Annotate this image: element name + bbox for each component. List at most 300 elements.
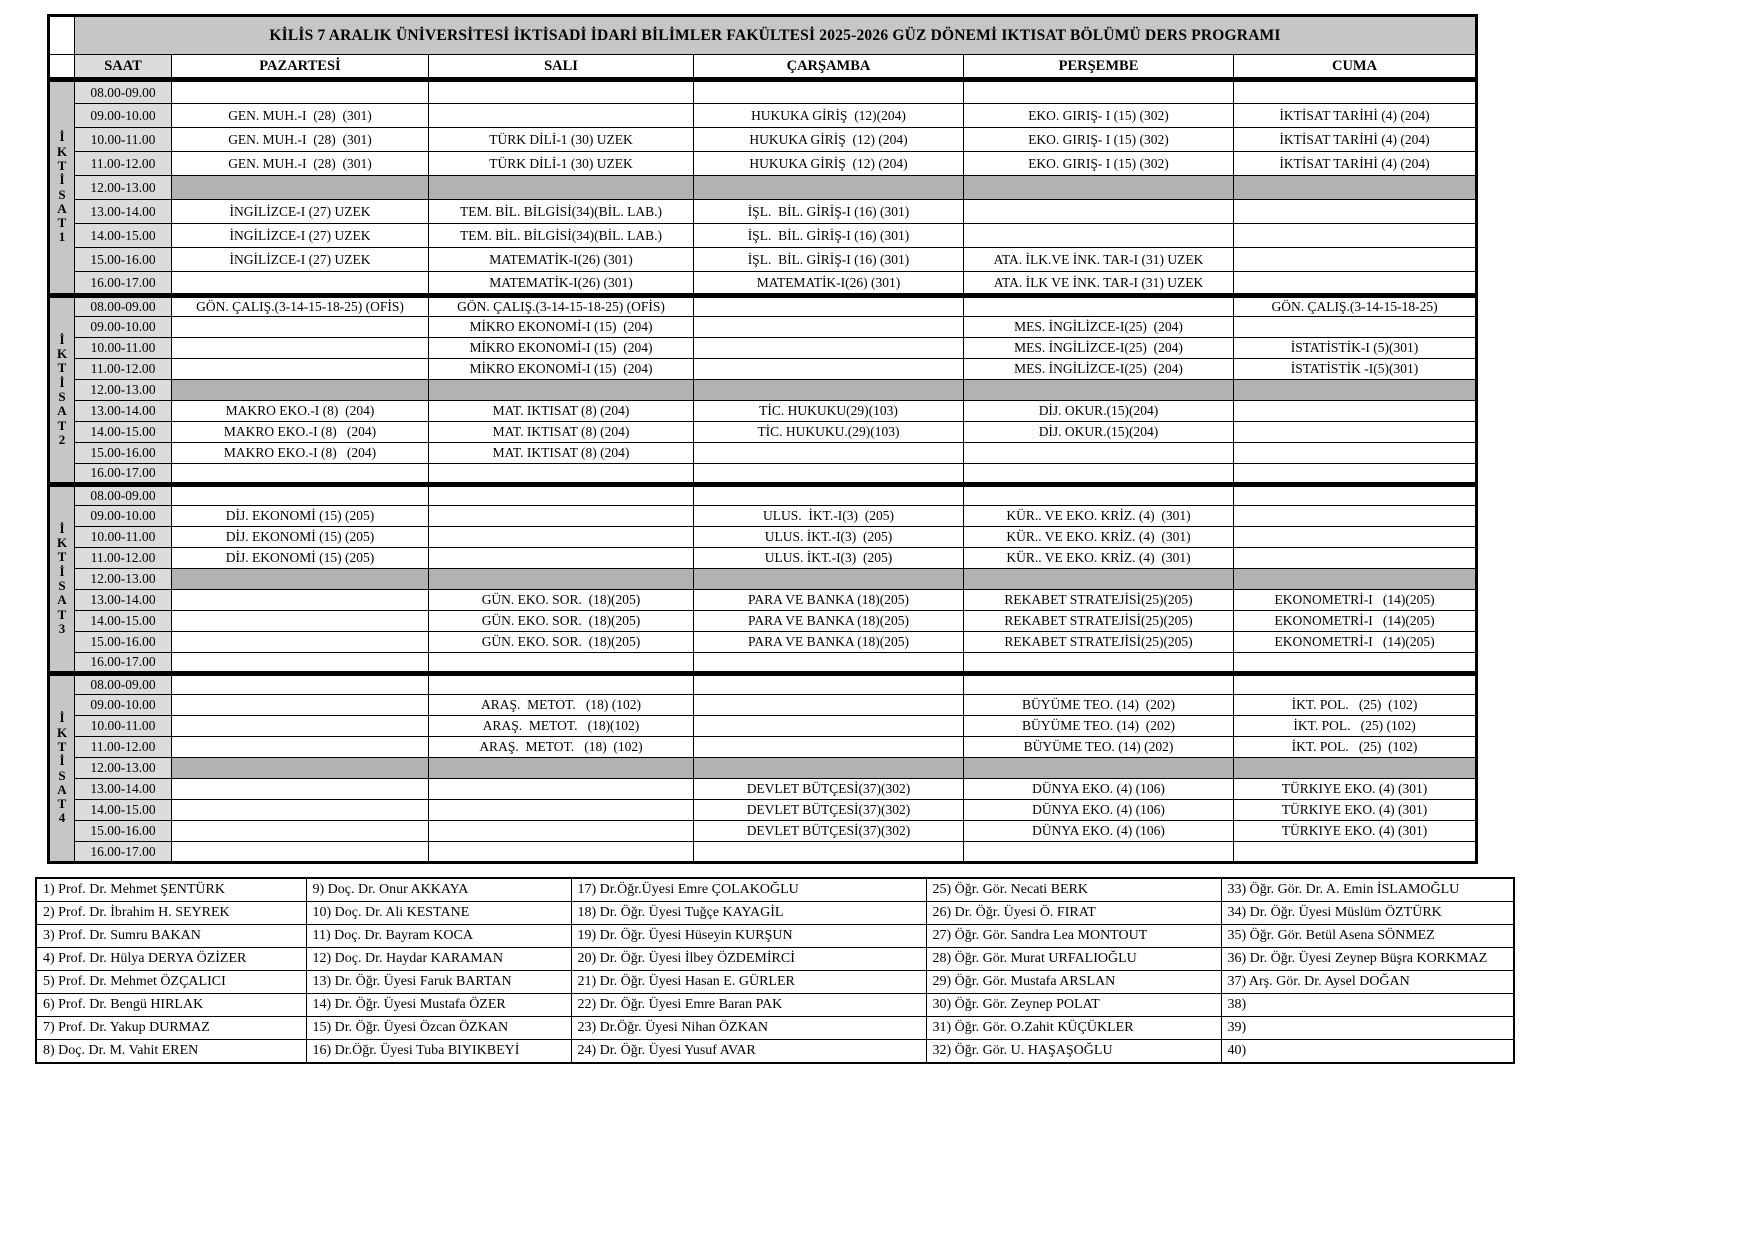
time-cell: 10.00-11.00: [75, 338, 172, 359]
course-cell: [694, 653, 964, 674]
time-cell: 12.00-13.00: [75, 569, 172, 590]
course-cell: ATA. İLK.VE İNK. TAR-I (31) UZEK: [964, 248, 1234, 272]
time-cell: 16.00-17.00: [75, 272, 172, 296]
section-label-char: İ: [59, 129, 65, 145]
schedule-row: [49, 779, 1477, 800]
course-cell: [172, 758, 429, 779]
course-cell: MİKRO EKONOMİ-I (15) (204): [429, 359, 694, 380]
course-cell: [172, 317, 429, 338]
time-cell: 14.00-15.00: [75, 611, 172, 632]
course-cell: [172, 779, 429, 800]
course-cell: DEVLET BÜTÇESİ(37)(302): [694, 821, 964, 842]
course-cell: [1234, 272, 1477, 296]
section-label-char: T: [57, 738, 67, 754]
course-cell: [1234, 506, 1477, 527]
course-cell: [1234, 401, 1477, 422]
legend-cell: 28) Öğr. Gör. Murat URFALIOĞLU: [926, 948, 1221, 971]
course-cell: [172, 176, 429, 200]
course-cell: [694, 380, 964, 401]
schedule-row: [49, 224, 1477, 248]
course-cell: GÜN. EKO. SOR. (18)(205): [429, 611, 694, 632]
course-cell: [172, 737, 429, 758]
course-cell: [964, 296, 1234, 317]
time-cell: 16.00-17.00: [75, 464, 172, 485]
course-cell: [172, 272, 429, 296]
course-cell: [429, 548, 694, 569]
course-cell: DÜNYA EKO. (4) (106): [964, 800, 1234, 821]
time-cell: 16.00-17.00: [75, 842, 172, 863]
course-cell: İKT. POL. (25) (102): [1234, 695, 1477, 716]
course-cell: PARA VE BANKA (18)(205): [694, 611, 964, 632]
time-cell: 14.00-15.00: [75, 422, 172, 443]
course-cell: [964, 758, 1234, 779]
course-cell: [172, 800, 429, 821]
course-cell: MAKRO EKO.-I (8) (204): [172, 422, 429, 443]
course-cell: BÜYÜME TEO. (14) (202): [964, 737, 1234, 758]
course-cell: [1234, 548, 1477, 569]
course-cell: DEVLET BÜTÇESİ(37)(302): [694, 779, 964, 800]
course-cell: [429, 506, 694, 527]
course-cell: [964, 80, 1234, 104]
course-cell: [172, 821, 429, 842]
schedule-row: [49, 674, 1477, 695]
time-cell: 11.00-12.00: [75, 737, 172, 758]
header-corner-cell: [49, 55, 75, 80]
course-cell: [429, 569, 694, 590]
section-label-char: İ: [59, 172, 65, 188]
course-cell: MAT. IKTISAT (8) (204): [429, 443, 694, 464]
course-cell: [694, 359, 964, 380]
course-cell: [429, 464, 694, 485]
legend-cell: 25) Öğr. Gör. Necati BERK: [926, 878, 1221, 902]
course-cell: [429, 674, 694, 695]
day-column-header: CUMA: [1234, 55, 1477, 80]
day-column-header: PERŞEMBE: [964, 55, 1234, 80]
course-cell: [172, 590, 429, 611]
course-cell: [1234, 248, 1477, 272]
legend-cell: 31) Öğr. Gör. O.Zahit KÜÇÜKLER: [926, 1017, 1221, 1040]
course-cell: [694, 737, 964, 758]
time-cell: 08.00-09.00: [75, 674, 172, 695]
section-label-char: İ: [59, 753, 65, 769]
course-cell: EKO. GIRIŞ- I (15) (302): [964, 128, 1234, 152]
course-cell: [172, 695, 429, 716]
time-cell: 15.00-16.00: [75, 248, 172, 272]
section-label-char: T: [57, 549, 67, 565]
time-cell: 13.00-14.00: [75, 200, 172, 224]
course-cell: [172, 569, 429, 590]
course-cell: İNGİLİZCE-I (27) UZEK: [172, 200, 429, 224]
section-label-3: [49, 485, 75, 674]
section-label-char: A: [57, 403, 67, 419]
schedule-row: [49, 128, 1477, 152]
course-cell: [964, 224, 1234, 248]
legend-cell: 40): [1221, 1040, 1514, 1064]
day-header-row: [49, 55, 1477, 80]
time-cell: 09.00-10.00: [75, 695, 172, 716]
course-cell: EKONOMETRİ-I (14)(205): [1234, 611, 1477, 632]
time-cell: 14.00-15.00: [75, 800, 172, 821]
course-cell: REKABET STRATEJİSİ(25)(205): [964, 611, 1234, 632]
legend-cell: 7) Prof. Dr. Yakup DURMAZ: [36, 1017, 306, 1040]
course-cell: [1234, 443, 1477, 464]
course-cell: [694, 674, 964, 695]
legend-cell: 22) Dr. Öğr. Üyesi Emre Baran PAK: [571, 994, 926, 1017]
page-title: KİLİS 7 ARALIK ÜNİVERSİTESİ İKTİSADİ İDARİ BİLİMLER FAKÜLTESİ 2025-2026 GÜZ DÖNEMİ IKTISAT BÖLÜMÜ DERS PROGRAMI: [75, 16, 1477, 55]
schedule-row: [49, 737, 1477, 758]
course-cell: [1234, 317, 1477, 338]
course-cell: [694, 80, 964, 104]
legend-cell: 23) Dr.Öğr. Üyesi Nihan ÖZKAN: [571, 1017, 926, 1040]
course-cell: GÖN. ÇALIŞ.(3-14-15-18-25): [1234, 296, 1477, 317]
schedule-row: [49, 821, 1477, 842]
legend-cell: 8) Doç. Dr. M. Vahit EREN: [36, 1040, 306, 1064]
day-column-header: PAZARTESİ: [172, 55, 429, 80]
schedule-row: [49, 443, 1477, 464]
legend-cell: 39): [1221, 1017, 1514, 1040]
course-cell: MES. İNGİLİZCE-I(25) (204): [964, 317, 1234, 338]
legend-table: [35, 877, 1515, 1064]
section-label-char: S: [58, 578, 66, 593]
schedule-row: [49, 800, 1477, 821]
course-cell: EKONOMETRİ-I (14)(205): [1234, 632, 1477, 653]
time-cell: 10.00-11.00: [75, 128, 172, 152]
course-cell: [1234, 422, 1477, 443]
course-cell: [172, 653, 429, 674]
time-cell: 12.00-13.00: [75, 176, 172, 200]
section-label-char: İ: [59, 331, 65, 347]
course-cell: DİJ. EKONOMİ (15) (205): [172, 527, 429, 548]
legend-cell: 9) Doç. Dr. Onur AKKAYA: [306, 878, 571, 902]
course-cell: [172, 632, 429, 653]
course-cell: [172, 716, 429, 737]
legend-row: [36, 994, 1514, 1017]
course-cell: [172, 380, 429, 401]
course-cell: EKONOMETRİ-I (14)(205): [1234, 590, 1477, 611]
day-column-header: ÇARŞAMBA: [694, 55, 964, 80]
time-cell: 15.00-16.00: [75, 821, 172, 842]
course-cell: [964, 653, 1234, 674]
course-cell: BÜYÜME TEO. (14) (202): [964, 695, 1234, 716]
course-cell: EKO. GIRIŞ- I (15) (302): [964, 104, 1234, 128]
course-cell: İKTİSAT TARİHİ (4) (204): [1234, 152, 1477, 176]
section-label-char: K: [56, 143, 68, 159]
course-cell: ARAŞ. METOT. (18)(102): [429, 716, 694, 737]
time-cell: 15.00-16.00: [75, 632, 172, 653]
course-cell: İSTATİSTİK-I (5)(301): [1234, 338, 1477, 359]
schedule-row: [49, 611, 1477, 632]
course-cell: PARA VE BANKA (18)(205): [694, 632, 964, 653]
course-cell: İKTİSAT TARİHİ (4) (204): [1234, 104, 1477, 128]
saat-column-header: SAAT: [75, 55, 172, 80]
legend-cell: 4) Prof. Dr. Hülya DERYA ÖZİZER: [36, 948, 306, 971]
course-cell: EKO. GIRIŞ- I (15) (302): [964, 152, 1234, 176]
schedule-row: [49, 272, 1477, 296]
time-cell: 13.00-14.00: [75, 401, 172, 422]
legend-cell: 12) Doç. Dr. Haydar KARAMAN: [306, 948, 571, 971]
time-cell: 11.00-12.00: [75, 152, 172, 176]
schedule-table: [47, 14, 1478, 864]
schedule-row: [49, 653, 1477, 674]
course-cell: TİC. HUKUKU(29)(103): [694, 401, 964, 422]
course-cell: GEN. MUH.-I (28) (301): [172, 128, 429, 152]
course-cell: [429, 527, 694, 548]
schedule-row: [49, 200, 1477, 224]
course-cell: KÜR.. VE EKO. KRİZ. (4) (301): [964, 506, 1234, 527]
course-cell: MATEMATİK-I(26) (301): [429, 272, 694, 296]
legend-cell: 21) Dr. Öğr. Üyesi Hasan E. GÜRLER: [571, 971, 926, 994]
legend-cell: 10) Doç. Dr. Ali KESTANE: [306, 902, 571, 925]
legend-cell: 11) Doç. Dr. Bayram KOCA: [306, 925, 571, 948]
course-cell: [964, 842, 1234, 863]
course-cell: [694, 317, 964, 338]
section-label-char: T: [57, 606, 67, 622]
course-cell: MAT. IKTISAT (8) (204): [429, 422, 694, 443]
course-cell: [429, 821, 694, 842]
course-cell: [694, 485, 964, 506]
legend-row: [36, 1017, 1514, 1040]
schedule-row: [49, 548, 1477, 569]
time-cell: 08.00-09.00: [75, 80, 172, 104]
course-cell: [694, 296, 964, 317]
course-cell: [429, 485, 694, 506]
schedule-row: [49, 464, 1477, 485]
course-cell: HUKUKA GİRİŞ (12) (204): [694, 128, 964, 152]
section-label-char: K: [56, 724, 68, 740]
time-cell: 09.00-10.00: [75, 506, 172, 527]
time-cell: 15.00-16.00: [75, 443, 172, 464]
course-cell: [172, 842, 429, 863]
section-label-char: 2: [58, 431, 66, 447]
time-cell: 10.00-11.00: [75, 716, 172, 737]
legend-cell: 15) Dr. Öğr. Üyesi Özcan ÖZKAN: [306, 1017, 571, 1040]
course-cell: DİJ. OKUR.(15)(204): [964, 401, 1234, 422]
course-cell: KÜR.. VE EKO. KRİZ. (4) (301): [964, 548, 1234, 569]
course-cell: [429, 380, 694, 401]
course-cell: TÜRKIYE EKO. (4) (301): [1234, 779, 1477, 800]
course-cell: [429, 842, 694, 863]
course-cell: DİJ. EKONOMİ (15) (205): [172, 506, 429, 527]
course-cell: [964, 176, 1234, 200]
section-label-char: 1: [58, 229, 66, 245]
schedule-row: [49, 338, 1477, 359]
schedule-row: [49, 80, 1477, 104]
section-label-2: [49, 296, 75, 485]
time-cell: 16.00-17.00: [75, 653, 172, 674]
course-cell: TEM. BİL. BİLGİSİ(34)(BİL. LAB.): [429, 224, 694, 248]
course-cell: [694, 758, 964, 779]
course-cell: MAT. IKTISAT (8) (204): [429, 401, 694, 422]
course-cell: [1234, 674, 1477, 695]
course-cell: KÜR.. VE EKO. KRİZ. (4) (301): [964, 527, 1234, 548]
schedule-row: [49, 422, 1477, 443]
page: [0, 14, 1755, 1254]
schedule-row: [49, 248, 1477, 272]
legend-cell: 16) Dr.Öğr. Üyesi Tuba BIYIKBEYİ: [306, 1040, 571, 1064]
course-cell: İŞL. BİL. GİRİŞ-I (16) (301): [694, 200, 964, 224]
legend-row: [36, 902, 1514, 925]
course-cell: DİJ. OKUR.(15)(204): [964, 422, 1234, 443]
section-label-char: A: [57, 592, 67, 608]
course-cell: [172, 80, 429, 104]
course-cell: [172, 674, 429, 695]
course-cell: [1234, 758, 1477, 779]
course-cell: TEM. BİL. BİLGİSİ(34)(BİL. LAB.): [429, 200, 694, 224]
legend-cell: 3) Prof. Dr. Sumru BAKAN: [36, 925, 306, 948]
course-cell: [1234, 569, 1477, 590]
schedule-row: [49, 380, 1477, 401]
schedule-row: [49, 527, 1477, 548]
course-cell: [1234, 464, 1477, 485]
course-cell: [694, 176, 964, 200]
course-cell: [429, 104, 694, 128]
course-cell: [1234, 380, 1477, 401]
schedule-row: [49, 152, 1477, 176]
legend-cell: 35) Öğr. Gör. Betül Asena SÖNMEZ: [1221, 925, 1514, 948]
course-cell: İNGİLİZCE-I (27) UZEK: [172, 224, 429, 248]
legend-cell: 17) Dr.Öğr.Üyesi Emre ÇOLAKOĞLU: [571, 878, 926, 902]
legend-cell: 14) Dr. Öğr. Üyesi Mustafa ÖZER: [306, 994, 571, 1017]
schedule-row: [49, 296, 1477, 317]
legend-cell: 26) Dr. Öğr. Üyesi Ö. FIRAT: [926, 902, 1221, 925]
course-cell: [172, 359, 429, 380]
legend-cell: 32) Öğr. Gör. U. HAŞAŞOĞLU: [926, 1040, 1221, 1064]
legend-row: [36, 948, 1514, 971]
section-label-char: İ: [59, 710, 65, 726]
course-cell: İKTİSAT TARİHİ (4) (204): [1234, 128, 1477, 152]
title-corner-cell: [49, 16, 75, 55]
course-cell: [172, 464, 429, 485]
course-cell: HUKUKA GİRİŞ (12)(204): [694, 104, 964, 128]
section-label-char: S: [58, 767, 66, 783]
course-cell: ULUS. İKT.-I(3) (205): [694, 506, 964, 527]
course-cell: [964, 464, 1234, 485]
course-cell: DİJ. EKONOMİ (15) (205): [172, 548, 429, 569]
course-cell: [694, 338, 964, 359]
course-cell: ULUS. İKT.-I(3) (205): [694, 527, 964, 548]
title-row: [49, 16, 1477, 55]
section-label-char: İ: [59, 520, 65, 536]
course-cell: [1234, 842, 1477, 863]
course-cell: HUKUKA GİRİŞ (12) (204): [694, 152, 964, 176]
legend-cell: 36) Dr. Öğr. Üyesi Zeynep Büşra KORKMAZ: [1221, 948, 1514, 971]
schedule-row: [49, 506, 1477, 527]
time-cell: 08.00-09.00: [75, 296, 172, 317]
course-cell: [429, 758, 694, 779]
time-cell: 11.00-12.00: [75, 359, 172, 380]
course-cell: [172, 611, 429, 632]
course-cell: DÜNYA EKO. (4) (106): [964, 821, 1234, 842]
legend-row: [36, 971, 1514, 994]
legend-row: [36, 1040, 1514, 1064]
course-cell: [694, 464, 964, 485]
course-cell: [964, 443, 1234, 464]
course-cell: GÖN. ÇALIŞ.(3-14-15-18-25) (OFİS): [172, 296, 429, 317]
course-cell: MAKRO EKO.-I (8) (204): [172, 401, 429, 422]
legend-cell: 34) Dr. Öğr. Üyesi Müslüm ÖZTÜRK: [1221, 902, 1514, 925]
course-cell: [1234, 485, 1477, 506]
course-cell: ATA. İLK VE İNK. TAR-I (31) UZEK: [964, 272, 1234, 296]
schedule-row: [49, 485, 1477, 506]
section-label-char: T: [57, 417, 67, 433]
course-cell: İKT. POL. (25) (102): [1234, 737, 1477, 758]
course-cell: GÖN. ÇALIŞ.(3-14-15-18-25) (OFİS): [429, 296, 694, 317]
legend-cell: 24) Dr. Öğr. Üyesi Yusuf AVAR: [571, 1040, 926, 1064]
course-cell: MİKRO EKONOMİ-I (15) (204): [429, 338, 694, 359]
time-cell: 09.00-10.00: [75, 317, 172, 338]
time-cell: 08.00-09.00: [75, 485, 172, 506]
schedule-row: [49, 695, 1477, 716]
section-label-char: K: [56, 535, 68, 551]
legend-row: [36, 878, 1514, 902]
course-cell: DÜNYA EKO. (4) (106): [964, 779, 1234, 800]
course-cell: [694, 842, 964, 863]
course-cell: İŞL. BİL. GİRİŞ-I (16) (301): [694, 248, 964, 272]
course-cell: [964, 485, 1234, 506]
course-cell: GÜN. EKO. SOR. (18)(205): [429, 590, 694, 611]
legend-cell: 13) Dr. Öğr. Üyesi Faruk BARTAN: [306, 971, 571, 994]
legend-cell: 27) Öğr. Gör. Sandra Lea MONTOUT: [926, 925, 1221, 948]
course-cell: [1234, 176, 1477, 200]
course-cell: TÜRK DİLİ-1 (30) UZEK: [429, 128, 694, 152]
section-label-char: T: [57, 360, 67, 376]
time-cell: 12.00-13.00: [75, 380, 172, 401]
legend-cell: 38): [1221, 994, 1514, 1017]
legend-cell: 5) Prof. Dr. Mehmet ÖZÇALICI: [36, 971, 306, 994]
course-cell: MAKRO EKO.-I (8) (204): [172, 443, 429, 464]
section-label-char: T: [57, 796, 67, 812]
course-cell: MATEMATİK-I(26) (301): [429, 248, 694, 272]
course-cell: [1234, 527, 1477, 548]
section-label-char: T: [57, 157, 67, 173]
section-label-char: S: [58, 389, 66, 404]
course-cell: [694, 569, 964, 590]
course-cell: MİKRO EKONOMİ-I (15) (204): [429, 317, 694, 338]
section-label-char: T: [57, 215, 67, 231]
schedule-row: [49, 758, 1477, 779]
course-cell: ARAŞ. METOT. (18) (102): [429, 695, 694, 716]
course-cell: [1234, 224, 1477, 248]
course-cell: ARAŞ. METOT. (18) (102): [429, 737, 694, 758]
legend-body: [36, 878, 1514, 1063]
schedule-row: [49, 632, 1477, 653]
course-cell: [172, 485, 429, 506]
schedule-row: [49, 104, 1477, 128]
schedule-row: [49, 569, 1477, 590]
course-cell: İNGİLİZCE-I (27) UZEK: [172, 248, 429, 272]
course-cell: BÜYÜME TEO. (14) (202): [964, 716, 1234, 737]
section-label-char: A: [57, 200, 67, 216]
course-cell: TÜRK DİLİ-1 (30) UZEK: [429, 152, 694, 176]
course-cell: REKABET STRATEJİSİ(25)(205): [964, 632, 1234, 653]
course-cell: [694, 443, 964, 464]
course-cell: [429, 80, 694, 104]
section-label-char: S: [58, 186, 66, 202]
schedule-row: [49, 359, 1477, 380]
time-cell: 13.00-14.00: [75, 779, 172, 800]
legend-row: [36, 925, 1514, 948]
course-cell: ULUS. İKT.-I(3) (205): [694, 548, 964, 569]
course-cell: [429, 800, 694, 821]
course-cell: GEN. MUH.-I (28) (301): [172, 152, 429, 176]
course-cell: GÜN. EKO. SOR. (18)(205): [429, 632, 694, 653]
time-cell: 12.00-13.00: [75, 758, 172, 779]
course-cell: [1234, 653, 1477, 674]
time-cell: 13.00-14.00: [75, 590, 172, 611]
section-label-char: İ: [59, 374, 65, 390]
legend-cell: 1) Prof. Dr. Mehmet ŞENTÜRK: [36, 878, 306, 902]
time-cell: 10.00-11.00: [75, 527, 172, 548]
